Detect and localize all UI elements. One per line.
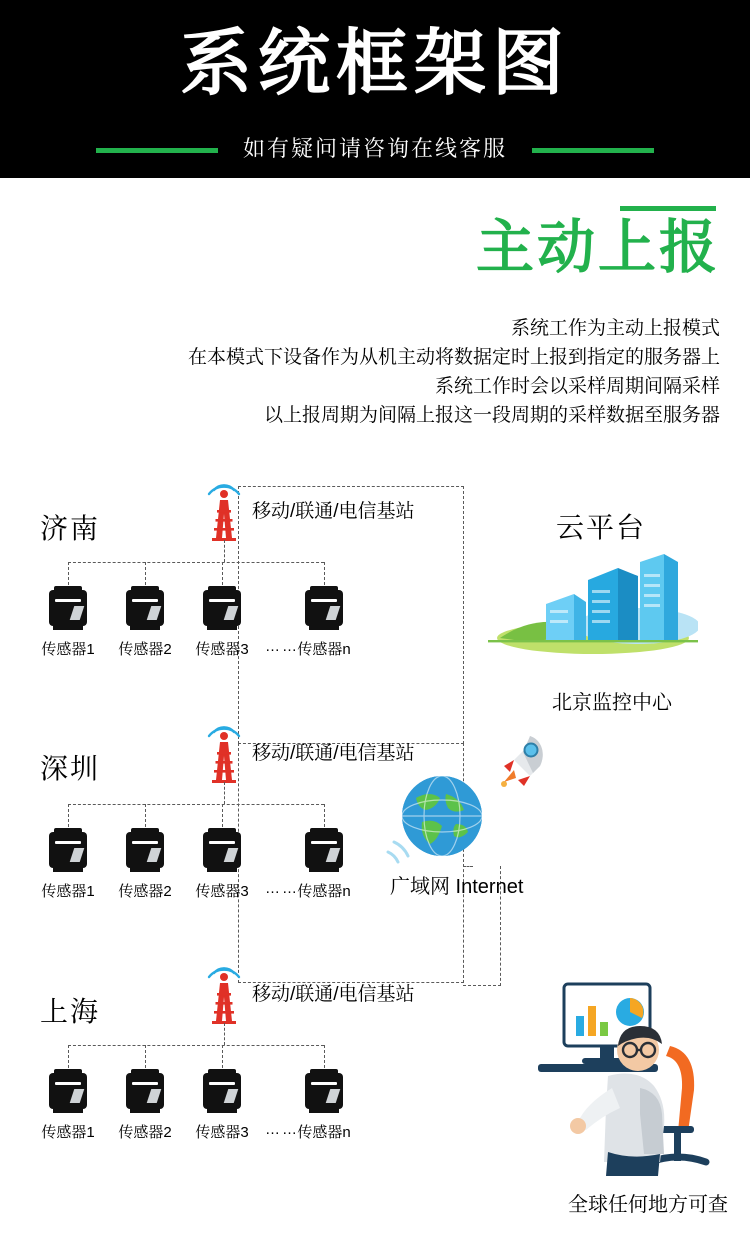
system-architecture-diagram <box>0 466 750 1234</box>
shenzhen-bus-dash <box>68 804 324 805</box>
cloud-link-dash-h <box>463 985 501 986</box>
jinan-trunk-dash <box>224 540 225 562</box>
sensor-label: 传感器n <box>297 883 351 900</box>
sensor-ellipsis: …… <box>265 638 299 655</box>
base-station-label-shanghai: 移动/联通/电信基站 <box>252 984 415 1005</box>
sensor-device-icon <box>126 1073 164 1109</box>
cell-tower-icon <box>196 474 252 544</box>
sensor-device-icon <box>203 590 241 626</box>
intro-line-1: 系统工作为主动上报模式 <box>510 318 720 339</box>
cell-tower-icon <box>196 716 252 786</box>
sensor-label: 传感器1 <box>41 883 95 900</box>
sensor-label: 传感器2 <box>118 641 172 658</box>
city-label-jinan: 济南 <box>40 513 101 544</box>
header-subtitle-wrap <box>0 132 750 166</box>
sensor-device-icon <box>305 590 343 626</box>
rocket-icon <box>492 728 556 792</box>
sensor-device-icon <box>126 590 164 626</box>
internet-caption: 广域网 Internet <box>390 876 524 898</box>
city-label-shanghai: 上海 <box>40 996 101 1027</box>
sensor-device-icon <box>49 590 87 626</box>
shanghai-bus-dash <box>68 1045 324 1046</box>
sensor-ellipsis: …… <box>265 880 299 897</box>
page-header <box>0 0 750 178</box>
sensor-label: 传感器1 <box>41 1124 95 1141</box>
city-label-shenzhen: 深圳 <box>40 753 101 784</box>
base-station-label-shenzhen: 移动/联通/电信基站 <box>252 743 415 764</box>
intro-section <box>0 178 750 466</box>
intro-line-4: 以上报周期为间隔上报这一段周期的采样数据至服务器 <box>263 405 720 426</box>
globe-internet-icon <box>386 768 490 872</box>
sensor-device-icon <box>305 832 343 868</box>
sensor-label: 传感器n <box>297 1124 351 1141</box>
cloud-platform-caption: 北京监控中心 <box>552 692 672 714</box>
intro-title: 主动上报 <box>475 215 720 280</box>
sensor-label: 传感器3 <box>195 883 249 900</box>
shenzhen-trunk-dash <box>224 782 225 804</box>
cloud-platform-title: 云平台 <box>556 512 647 543</box>
base-station-label-jinan: 移动/联通/电信基站 <box>252 501 415 522</box>
intro-title-underline <box>620 206 716 211</box>
sensor-label: 传感器2 <box>118 1124 172 1141</box>
shanghai-trunk-dash <box>224 1023 225 1045</box>
intro-line-3: 系统工作时会以采样周期间隔采样 <box>434 376 720 397</box>
sensor-label: 传感器2 <box>118 883 172 900</box>
person-at-desk-icon <box>520 976 730 1181</box>
intro-description <box>30 314 720 430</box>
sensor-device-icon <box>305 1073 343 1109</box>
sensor-label: 传感器1 <box>41 641 95 658</box>
sensor-ellipsis: …… <box>265 1121 299 1138</box>
sensor-device-icon <box>203 1073 241 1109</box>
sensor-device-icon <box>126 832 164 868</box>
sensor-label: 传感器3 <box>195 1124 249 1141</box>
sensor-device-icon <box>49 832 87 868</box>
backbone-dash-right-1 <box>463 486 464 744</box>
sensor-label: 传感器3 <box>195 641 249 658</box>
sensor-label: 传感器n <box>297 641 351 658</box>
cell-tower-icon <box>196 957 252 1027</box>
bottom-caption: 全球任何地方可查 <box>568 1194 728 1216</box>
jinan-bus-dash <box>68 562 324 563</box>
header-subtitle: 如有疑问请咨询在线客服 <box>242 136 507 161</box>
page-title: 系统框架图 <box>179 24 570 104</box>
backbone-dash-top <box>238 486 464 487</box>
cloud-platform-building-icon <box>488 554 698 658</box>
intro-line-2: 在本模式下设备作为从机主动将数据定时上报到指定的服务器上 <box>187 347 720 368</box>
sensor-device-icon <box>49 1073 87 1109</box>
sensor-device-icon <box>203 832 241 868</box>
